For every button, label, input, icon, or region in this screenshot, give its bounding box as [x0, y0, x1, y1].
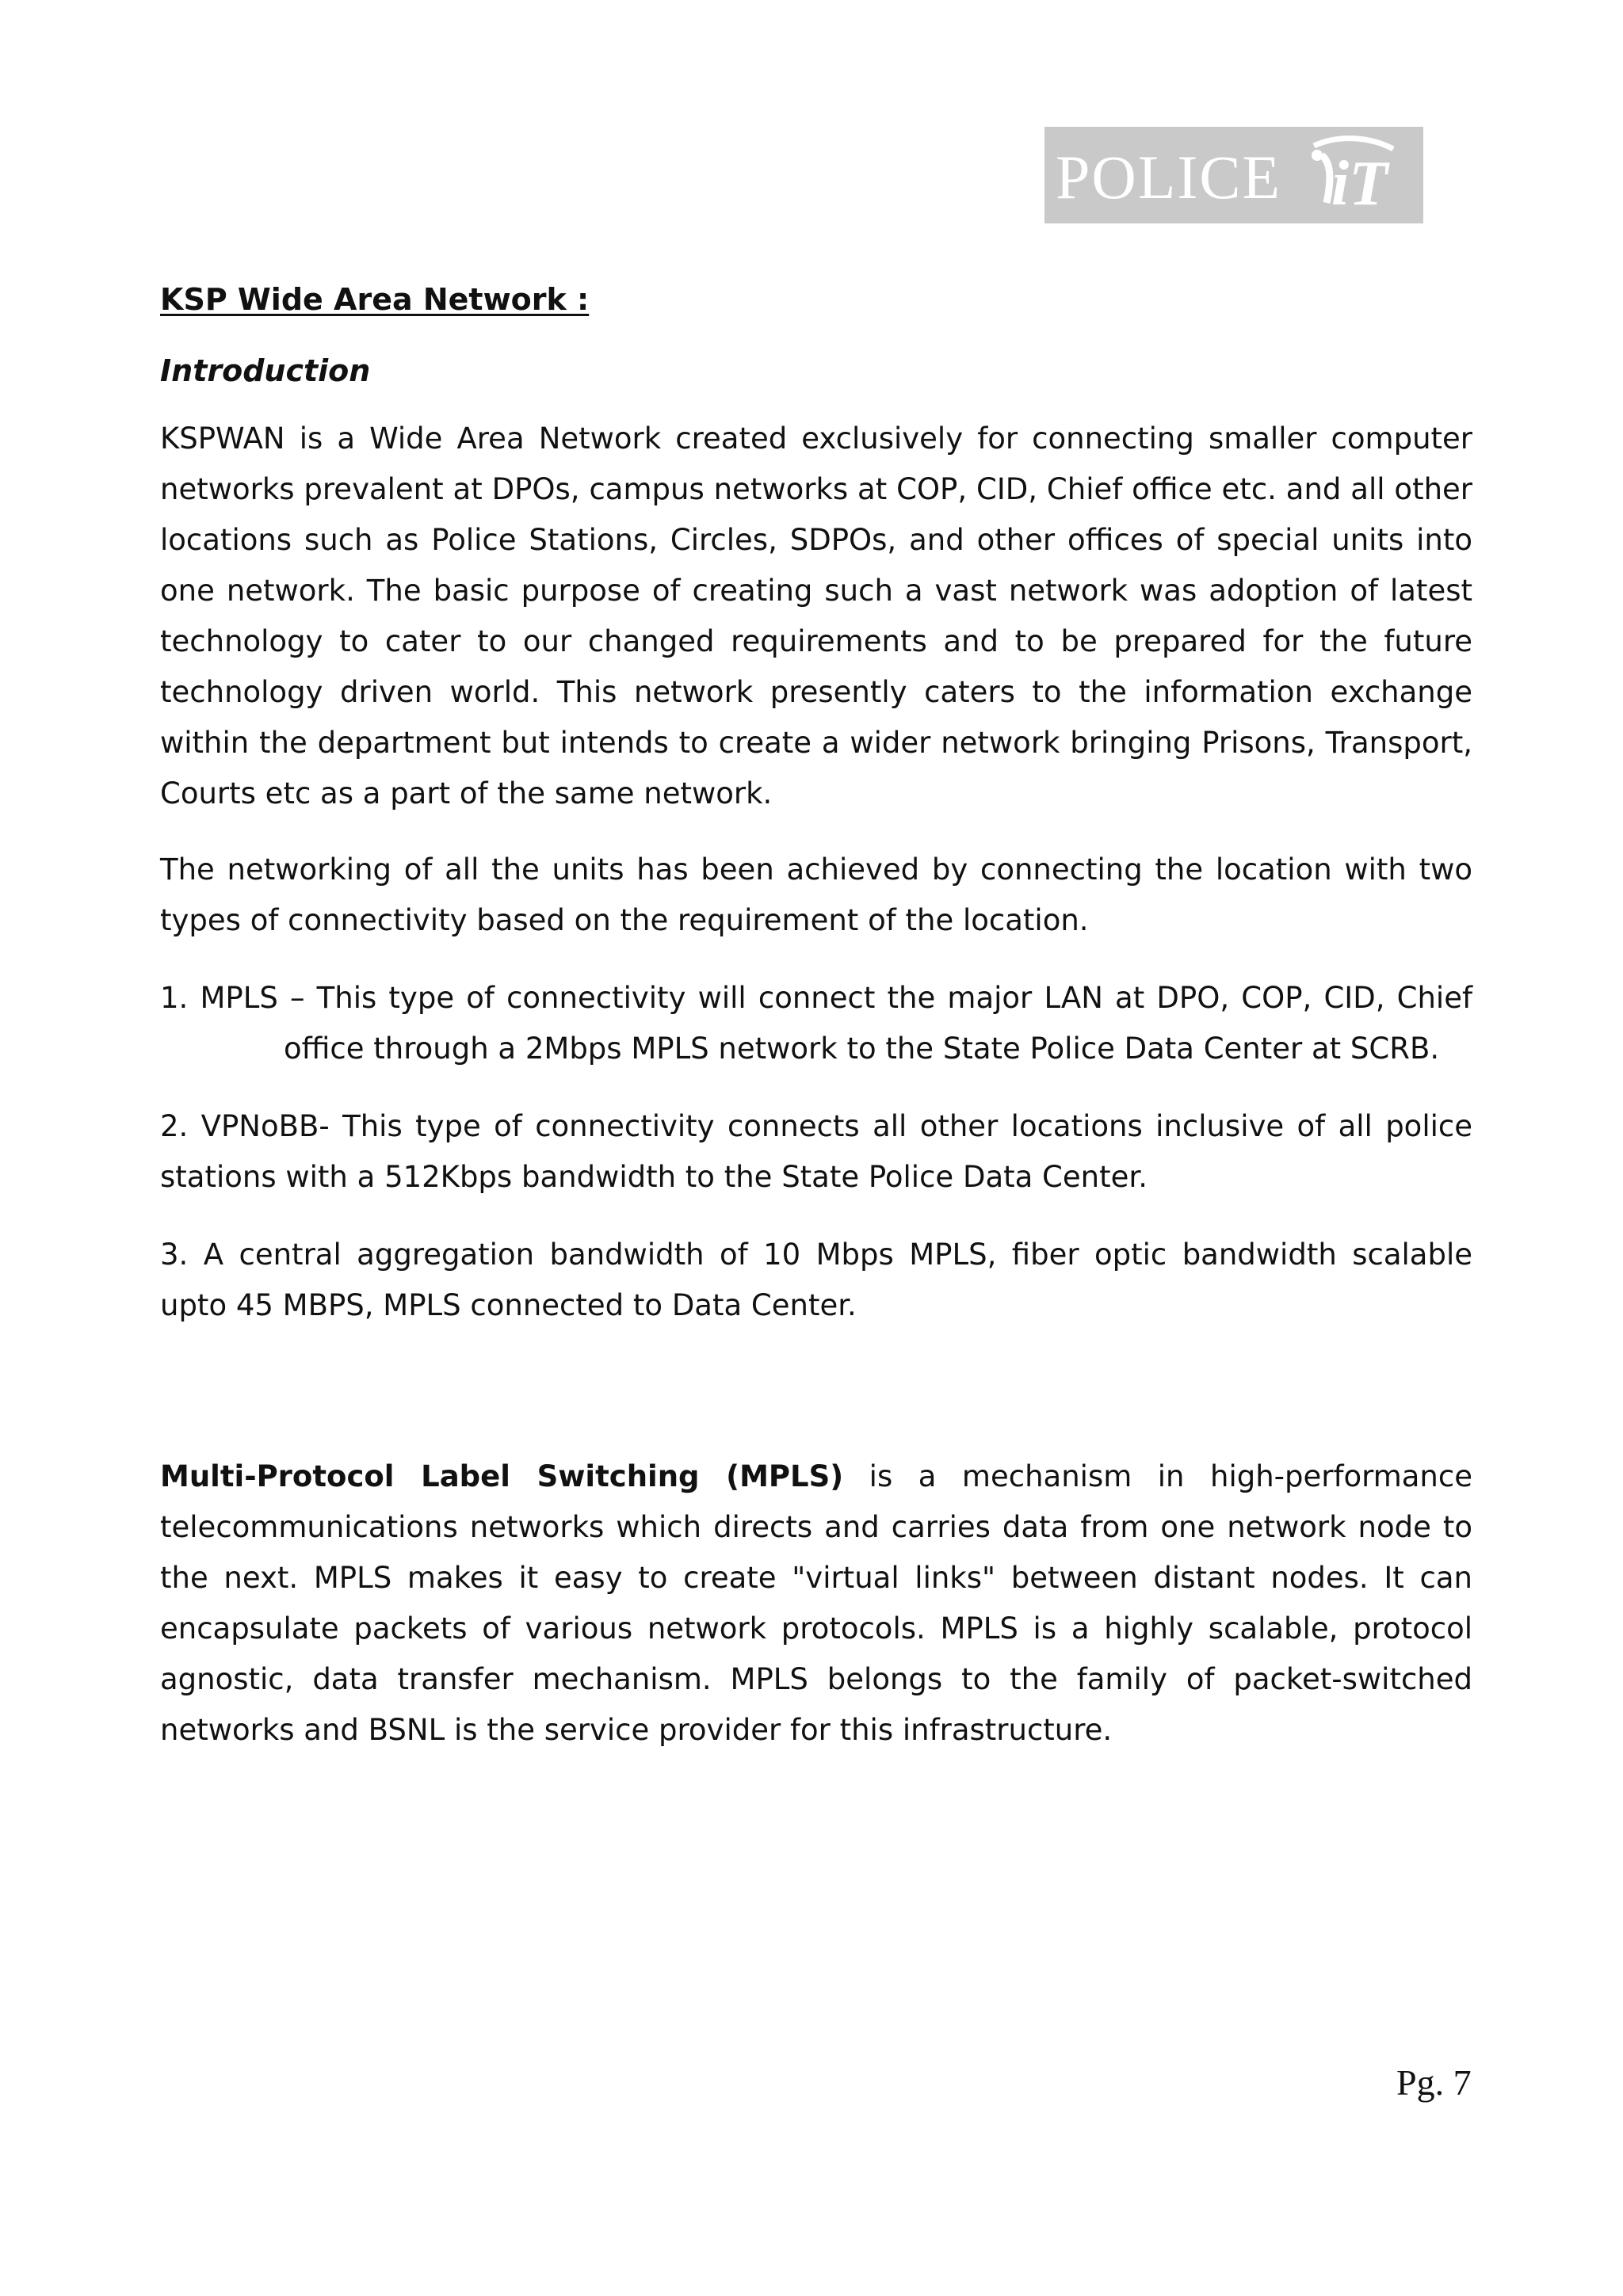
intro-paragraph: KSPWAN is a Wide Area Network created exclusively for connecting smaller computer networks prevalent at DPOs, campus networks at COP, CID, Chief office etc. and all other locations such as Police Stations, Circles, SDPOs, and other offices of special units into one network. The basic purpose of creating such a vast network was adoption of latest technology to cater to our changed requirements and to be prepared for the future technology driven world. This network presently caters to the information exchange within the department but intends to create a wider network bringing Prisons, Transport, Courts etc as a part of the same network.	[160, 421, 1472, 810]
connectivity-paragraph: The networking of all the units has been achieved by connecting the location with two types of connectivity based on the requirement of the location.	[160, 852, 1472, 937]
list-item-mpls	[160, 973, 1472, 1074]
mpls-description: is a mechanism in high-performance telecommunications networks which directs and carries data from one network node to the next. MPLS makes it easy to create "virtual links" between distant nodes. It can encapsulate packets of various network protocols. MPLS is a highly scalable, protocol agnostic, data transfer mechanism. MPLS belongs to the family of packet-switched networks and BSNL is the service provider for this infrastructure.	[160, 1459, 1472, 1747]
logo-mark: iT	[1331, 149, 1388, 219]
logo-text: POLICE	[1056, 143, 1281, 212]
police-it-logo-graphic	[1052, 132, 1417, 219]
section-title: KSP Wide Area Network :	[160, 282, 590, 317]
main-content	[160, 271, 1472, 1756]
list-item-aggregation: 3. A central aggregation bandwidth of 10 Mbps MPLS, fiber optic bandwidth scalable upto 45 MBPS, MPLS connected to Data Center.	[160, 1238, 1472, 1322]
section-subtitle: Introduction	[160, 353, 371, 388]
mpls-term: Multi-Protocol Label Switching (MPLS)	[160, 1459, 844, 1493]
list-item-mpls-line2: office through a 2Mbps MPLS network to the State Police Data Center at SCRB.	[284, 1032, 1440, 1066]
list-item-mpls-line1: 1. MPLS – This type of connectivity will connect the major LAN at DPO, COP, CID, Chief	[160, 981, 1472, 1015]
mpls-paragraph	[160, 1451, 1472, 1756]
police-it-logo	[1044, 127, 1423, 223]
page-number: Pg. 7	[1396, 2062, 1472, 2103]
list-item-vpnobb: 2. VPNoBB- This type of connectivity connects all other locations inclusive of all police stations with a 512Kbps bandwidth to the State Police Data Center.	[160, 1109, 1472, 1194]
